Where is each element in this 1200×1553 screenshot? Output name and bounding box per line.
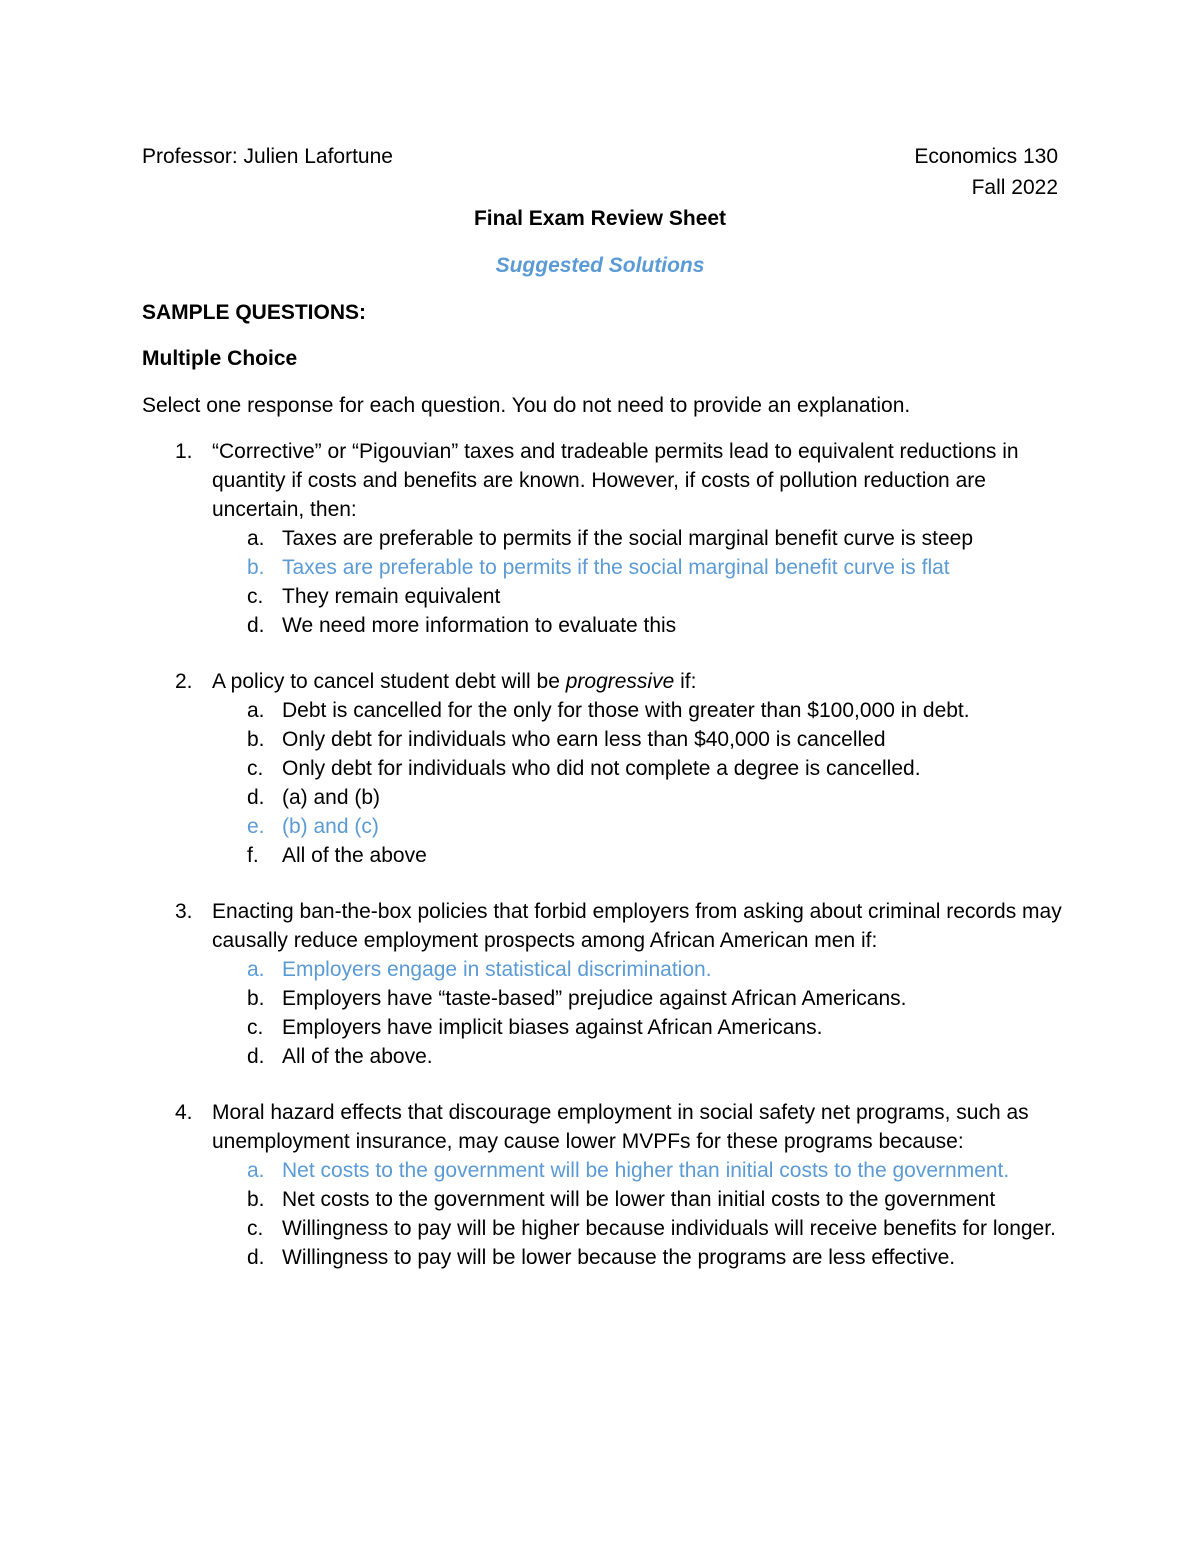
answer-option: [247, 524, 1062, 553]
answer-option-correct: [247, 1156, 1062, 1185]
question-text-part: if:: [674, 670, 697, 693]
course-name: Economics 130: [914, 145, 1058, 168]
option-letter: c.: [247, 757, 264, 780]
question-number: 3.: [175, 900, 193, 923]
option-letter: b.: [247, 728, 265, 751]
option-letter: a.: [247, 527, 265, 550]
document-title: Final Exam Review Sheet: [473, 207, 727, 230]
option-text: All of the above: [282, 844, 427, 867]
answer-options: [142, 955, 1062, 1071]
option-text: Employers have implicit biases against African Americans.: [282, 1016, 823, 1039]
answer-option: [247, 1214, 1062, 1243]
question-1: [142, 437, 1062, 640]
instructions-text: Select one response for each question. You do not need to provide an explanation.: [142, 394, 911, 417]
option-text: We need more information to evaluate this: [282, 614, 677, 637]
answer-options: [142, 524, 1062, 640]
document-subtitle: Suggested Solutions: [495, 254, 705, 277]
answer-option: [247, 1042, 1062, 1071]
answer-option: [247, 754, 1062, 783]
option-letter: b.: [247, 556, 265, 579]
option-text: Only debt for individuals who did not complete a degree is cancelled.: [282, 757, 921, 780]
option-letter: f.: [247, 844, 259, 867]
option-text: Taxes are preferable to permits if the social marginal benefit curve is flat: [282, 556, 950, 579]
option-letter: a.: [247, 699, 265, 722]
option-letter: a.: [247, 1159, 265, 1182]
option-letter: c.: [247, 1016, 264, 1039]
option-text: All of the above.: [282, 1045, 433, 1068]
option-letter: c.: [247, 1217, 264, 1240]
answer-option: [247, 1013, 1062, 1042]
option-letter: d.: [247, 786, 265, 809]
question-number: 1.: [175, 440, 193, 463]
option-text: Net costs to the government will be lower than initial costs to the government: [282, 1188, 996, 1211]
answer-option: [247, 725, 1062, 754]
answer-option-correct: [247, 812, 1062, 841]
answer-option: [247, 611, 1062, 640]
answer-option-correct: [247, 955, 1062, 984]
option-text: Employers have “taste-based” prejudice against African Americans.: [282, 987, 907, 1010]
option-letter: d.: [247, 1045, 265, 1068]
subsection-heading: Multiple Choice: [142, 347, 298, 370]
option-letter: c.: [247, 585, 264, 608]
answer-option-correct: [247, 553, 1062, 582]
question-4: [142, 1098, 1062, 1272]
question-number: 2.: [175, 670, 193, 693]
question-text: “Corrective” or “Pigouvian” taxes and tradeable permits lead to equivalent reductions in quantity if costs and benefits are known. However, if costs of pollution reduction are uncertain, then:: [212, 440, 1019, 521]
answer-option: [247, 984, 1062, 1013]
option-text: Debt is cancelled for the only for those with greater than $100,000 in debt.: [282, 699, 970, 722]
question-3: [142, 897, 1062, 1071]
question-text: [212, 667, 1062, 696]
option-letter: b.: [247, 987, 265, 1010]
question-text-emphasis: progressive: [565, 670, 675, 693]
option-text: Taxes are preferable to permits if the social marginal benefit curve is steep: [282, 527, 974, 550]
answer-options: [142, 1156, 1062, 1272]
answer-option: [247, 841, 1062, 870]
question-text-part: A policy to cancel student debt will be: [212, 670, 566, 693]
course-term: Fall 2022: [971, 176, 1058, 199]
option-text: They remain equivalent: [282, 585, 501, 608]
option-text: Employers engage in statistical discrimination.: [282, 958, 712, 981]
answer-option: [247, 1243, 1062, 1272]
option-letter: b.: [247, 1188, 265, 1211]
answer-option: [247, 783, 1062, 812]
option-text: Only debt for individuals who earn less than $40,000 is cancelled: [282, 728, 886, 751]
question-2: [142, 667, 1062, 870]
answer-option: [247, 1185, 1062, 1214]
option-text: (b) and (c): [282, 815, 379, 838]
answer-option: [247, 696, 1062, 725]
option-text: Willingness to pay will be higher because individuals will receive benefits for longer.: [282, 1217, 1056, 1240]
question-text: Enacting ban-the-box policies that forbid employers from asking about criminal records may causally reduce employment prospects among African American men if:: [212, 900, 1062, 952]
option-letter: e.: [247, 815, 265, 838]
question-text: Moral hazard effects that discourage employment in social safety net programs, such as unemployment insurance, may cause lower MVPFs for these programs because:: [212, 1101, 1029, 1153]
option-text: Willingness to pay will be lower because the programs are less effective.: [282, 1246, 956, 1269]
answer-option: [247, 582, 1062, 611]
option-letter: d.: [247, 1246, 265, 1269]
option-text: Net costs to the government will be higher than initial costs to the government.: [282, 1159, 1010, 1182]
option-letter: d.: [247, 614, 265, 637]
option-letter: a.: [247, 958, 265, 981]
section-heading: SAMPLE QUESTIONS:: [142, 301, 367, 324]
answer-options: [142, 696, 1062, 870]
option-text: (a) and (b): [282, 786, 381, 809]
professor-name: Professor: Julien Lafortune: [142, 145, 393, 168]
question-number: 4.: [175, 1101, 193, 1124]
